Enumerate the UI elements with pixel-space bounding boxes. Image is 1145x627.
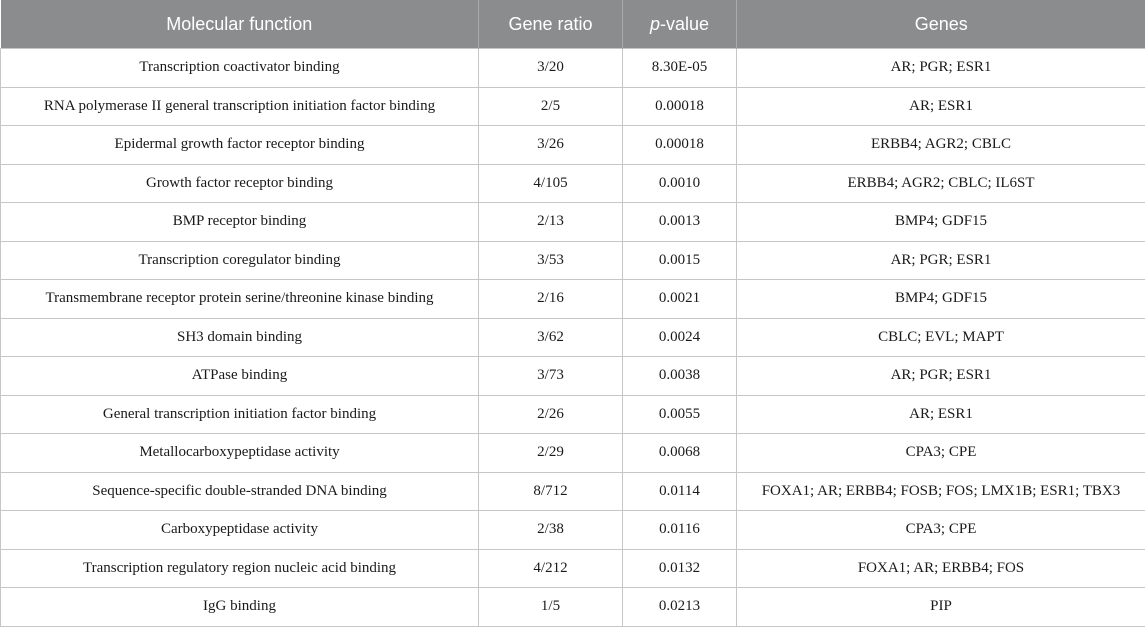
table-row xyxy=(1,549,1145,588)
cell-gene-ratio: 3/26 xyxy=(479,126,623,165)
table-row xyxy=(1,126,1145,165)
cell-genes: AR; PGR; ESR1 xyxy=(737,241,1145,280)
cell-molecular-function: SH3 domain binding xyxy=(1,318,479,357)
table-body xyxy=(1,49,1145,627)
cell-p-value: 0.00018 xyxy=(623,126,737,165)
table-row xyxy=(1,203,1145,242)
cell-p-value: 0.0024 xyxy=(623,318,737,357)
header-molecular-function: Molecular function xyxy=(1,0,479,49)
cell-molecular-function: Transcription coactivator binding xyxy=(1,49,479,88)
cell-gene-ratio: 2/38 xyxy=(479,511,623,550)
cell-genes: CPA3; CPE xyxy=(737,511,1145,550)
header-row xyxy=(1,0,1145,49)
cell-p-value: 0.0055 xyxy=(623,395,737,434)
cell-molecular-function: BMP receptor binding xyxy=(1,203,479,242)
cell-gene-ratio: 2/13 xyxy=(479,203,623,242)
table-row xyxy=(1,588,1145,627)
cell-p-value: 0.0021 xyxy=(623,280,737,319)
cell-genes: BMP4; GDF15 xyxy=(737,203,1145,242)
header-p-value xyxy=(623,0,737,49)
cell-gene-ratio: 3/20 xyxy=(479,49,623,88)
cell-molecular-function: Epidermal growth factor receptor binding xyxy=(1,126,479,165)
cell-gene-ratio: 4/212 xyxy=(479,549,623,588)
cell-p-value: 0.0015 xyxy=(623,241,737,280)
cell-p-value: 8.30E-05 xyxy=(623,49,737,88)
header-p-rest: -value xyxy=(660,14,709,34)
table-row xyxy=(1,472,1145,511)
cell-molecular-function: RNA polymerase II general transcription initiation factor binding xyxy=(1,87,479,126)
table-row xyxy=(1,164,1145,203)
cell-gene-ratio: 3/53 xyxy=(479,241,623,280)
cell-gene-ratio: 2/29 xyxy=(479,434,623,473)
table-row xyxy=(1,280,1145,319)
table-row xyxy=(1,87,1145,126)
cell-gene-ratio: 2/16 xyxy=(479,280,623,319)
cell-molecular-function: Carboxypeptidase activity xyxy=(1,511,479,550)
header-gene-ratio: Gene ratio xyxy=(479,0,623,49)
cell-genes: FOXA1; AR; ERBB4; FOSB; FOS; LMX1B; ESR1; TBX3 xyxy=(737,472,1145,511)
table-row xyxy=(1,49,1145,88)
table-row xyxy=(1,511,1145,550)
cell-genes: BMP4; GDF15 xyxy=(737,280,1145,319)
cell-p-value: 0.0213 xyxy=(623,588,737,627)
table-row xyxy=(1,357,1145,396)
header-p-italic: p xyxy=(650,14,660,34)
cell-p-value: 0.00018 xyxy=(623,87,737,126)
cell-gene-ratio: 1/5 xyxy=(479,588,623,627)
cell-molecular-function: Transmembrane receptor protein serine/threonine kinase binding xyxy=(1,280,479,319)
cell-molecular-function: Growth factor receptor binding xyxy=(1,164,479,203)
cell-p-value: 0.0013 xyxy=(623,203,737,242)
cell-gene-ratio: 2/5 xyxy=(479,87,623,126)
cell-gene-ratio: 3/73 xyxy=(479,357,623,396)
cell-gene-ratio: 8/712 xyxy=(479,472,623,511)
cell-p-value: 0.0114 xyxy=(623,472,737,511)
table-header xyxy=(1,0,1145,49)
table-row xyxy=(1,318,1145,357)
cell-molecular-function: Transcription coregulator binding xyxy=(1,241,479,280)
cell-gene-ratio: 3/62 xyxy=(479,318,623,357)
cell-p-value: 0.0038 xyxy=(623,357,737,396)
cell-molecular-function: Transcription regulatory region nucleic acid binding xyxy=(1,549,479,588)
cell-genes: AR; PGR; ESR1 xyxy=(737,357,1145,396)
cell-genes: AR; ESR1 xyxy=(737,87,1145,126)
cell-p-value: 0.0010 xyxy=(623,164,737,203)
cell-genes: CPA3; CPE xyxy=(737,434,1145,473)
cell-p-value: 0.0132 xyxy=(623,549,737,588)
cell-genes: PIP xyxy=(737,588,1145,627)
cell-gene-ratio: 4/105 xyxy=(479,164,623,203)
cell-genes: CBLC; EVL; MAPT xyxy=(737,318,1145,357)
cell-molecular-function: General transcription initiation factor binding xyxy=(1,395,479,434)
cell-genes: ERBB4; AGR2; CBLC xyxy=(737,126,1145,165)
cell-p-value: 0.0068 xyxy=(623,434,737,473)
cell-genes: AR; PGR; ESR1 xyxy=(737,49,1145,88)
cell-molecular-function: Sequence-specific double-stranded DNA binding xyxy=(1,472,479,511)
cell-molecular-function: Metallocarboxypeptidase activity xyxy=(1,434,479,473)
table-row xyxy=(1,395,1145,434)
cell-p-value: 0.0116 xyxy=(623,511,737,550)
cell-genes: AR; ESR1 xyxy=(737,395,1145,434)
header-genes: Genes xyxy=(737,0,1145,49)
cell-genes: FOXA1; AR; ERBB4; FOS xyxy=(737,549,1145,588)
cell-genes: ERBB4; AGR2; CBLC; IL6ST xyxy=(737,164,1145,203)
table-row xyxy=(1,434,1145,473)
cell-gene-ratio: 2/26 xyxy=(479,395,623,434)
cell-molecular-function: IgG binding xyxy=(1,588,479,627)
table-row xyxy=(1,241,1145,280)
cell-molecular-function: ATPase binding xyxy=(1,357,479,396)
